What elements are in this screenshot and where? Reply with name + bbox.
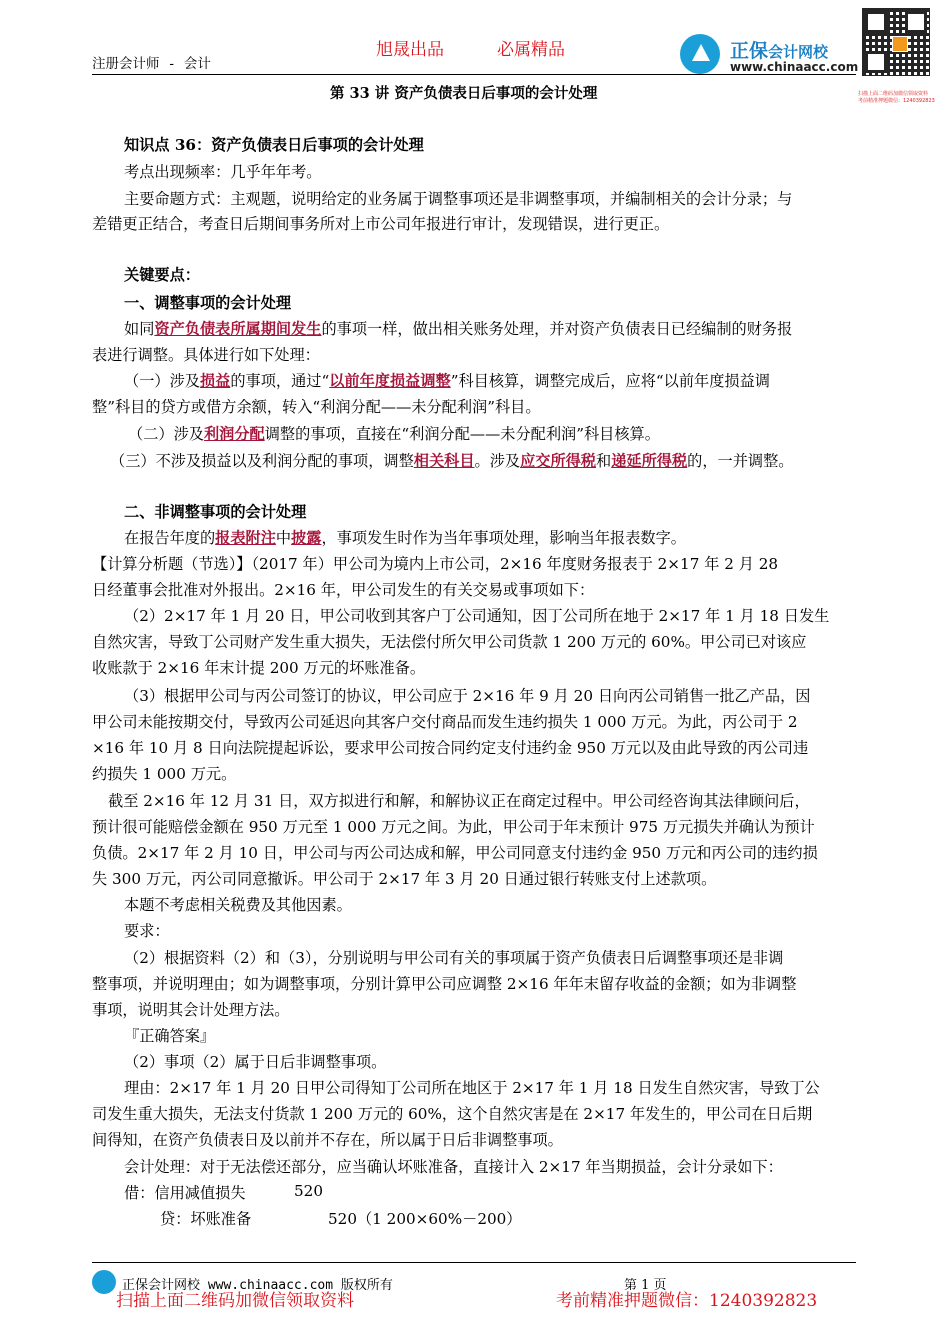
chinaacc-logo-icon	[680, 34, 720, 74]
reason-line-2: 司发生重大损失，无法支付货款 1 200 万元的 60%，这个自然灾害是在 2×17 年发生的，甲公司在日后期	[92, 1105, 813, 1123]
case-item-2-line-2: 自然灾害，导致丁公司财产发生重大损失，无法偿付所欠甲公司货款 1 200 万元的 60%。甲公司已对该应	[92, 633, 807, 651]
case-followup-line-1: 截至 2×16 年 12 月 31 日，双方拟进行和解，和解协议正在商定过程中。甲公司经咨询其法律顾问后，	[108, 792, 810, 810]
exam-mode-line-2: 差错更正结合，考查日后期间事务所对上市公司年报进行审计，发现错误，进行更正。	[92, 215, 670, 233]
qr-center-logo-icon	[892, 36, 908, 52]
footer-promo-right: 考前精准押题微信：1240392823	[556, 1291, 818, 1311]
knowledge-point-title: 知识点 36：资产负债表日后事项的会计处理	[124, 136, 424, 154]
footer-copyright: 正保会计网校 www.chinaacc.com 版权所有	[122, 1278, 393, 1293]
section-2-paragraph: 在报告年度的报表附注中披露，事项发生时作为当年事项处理，影响当年报表数字。	[124, 529, 686, 547]
section-1-title: 一、调整事项的会计处理	[124, 294, 292, 312]
case-item-2-line-1: （2）2×17 年 1 月 20 日，甲公司收到其客户丁公司通知，因丁公司所在地于 2×17 年 1 月 18 日发生	[124, 607, 830, 625]
footer-divider	[92, 1262, 856, 1263]
key-points-heading: 关键要点：	[124, 266, 200, 284]
journal-debit-account: 借：信用减值损失	[124, 1184, 246, 1202]
answer-heading: 『正确答案』	[124, 1027, 216, 1045]
header-divider	[92, 74, 856, 75]
case-item-3-line-2: 甲公司未能按期交付，导致丙公司延迟向其客户交付商品而发生违约损失 1 000 万元。为此，丙公司于 2	[92, 713, 798, 731]
journal-debit-amount: 520	[294, 1182, 323, 1200]
qr-caption-2: 考前精准押题微信：1240392823	[858, 98, 935, 104]
case-line-2: 日经董事会批准对外报出。2×16 年，甲公司发生的有关交易或事项如下：	[92, 581, 595, 599]
item-2-line: （二）涉及利润分配调整的事项，直接在“利润分配——未分配利润”科目核算。	[128, 425, 660, 443]
footer-page-number: 第 1 页	[624, 1278, 667, 1293]
header-course-label: 注册会计师 - 会计	[92, 56, 211, 72]
requirement-line-3: 事项，说明其会计处理方法。	[92, 1001, 290, 1019]
logo-name: 正保会计网校	[730, 40, 829, 62]
qr-caption-1: 扫描上面二维码加微信领取资料	[858, 91, 929, 97]
footer-promo-left: 扫描上面二维码加微信领取资料	[116, 1291, 354, 1311]
case-followup-line-2: 预计很可能赔偿金额在 950 万元至 1 000 万元之间。为此，甲公司于年末预计 975 万元损失并确认为预计	[92, 818, 815, 836]
logo-url: www.chinaacc.com	[730, 60, 859, 74]
section-2-title: 二、非调整事项的会计处理	[124, 503, 307, 521]
case-followup-line-4: 失 300 万元，丙公司同意撤诉。甲公司于 2×17 年 3 月 20 日通过银行转账支付上述款项。	[92, 870, 717, 888]
requirement-heading: 要求：	[124, 922, 170, 940]
footer-logo-icon	[92, 1270, 116, 1294]
case-line-1: 【计算分析题（节选）】（2017 年）甲公司为境内上市公司，2×16 年度财务报表于 2×17 年 2 月 28	[92, 555, 779, 573]
lecture-title: 第 33 讲 资产负债表日后事项的会计处理	[330, 85, 598, 102]
header-slogan-1: 旭晟出品	[376, 40, 444, 60]
requirement-line-2: 整事项，并说明理由；如为调整事项，分别计算甲公司应调整 2×16 年年末留存收益的金额；如为非调整	[92, 975, 797, 993]
section-1-paragraph-line-2: 表进行调整。具体进行如下处理：	[92, 346, 320, 364]
exam-mode-line-1: 主要命题方式：主观题，说明给定的业务属于调整事项还是非调整事项，并编制相关的会计分录；与	[124, 190, 793, 208]
requirement-line-1: （2）根据资料（2）和（3），分别说明与甲公司有关的事项属于资产负债表日后调整事项还是非调	[124, 949, 784, 967]
journal-credit-account: 贷：坏账准备	[160, 1210, 252, 1228]
journal-credit-amount: 520（1 200×60%－200）	[328, 1210, 522, 1228]
header-slogan-2: 必属精品	[497, 40, 565, 60]
item-3-line: （三）不涉及损益以及利润分配的事项，调整相关科目。涉及应交所得税和递延所得税的，一并调整。	[110, 452, 794, 470]
tax-note: 本题不考虑相关税费及其他因素。	[124, 896, 352, 914]
frequency-text: 考点出现频率：几乎年年考。	[124, 163, 322, 181]
answer-line-1: （2）事项（2）属于日后非调整事项。	[124, 1053, 387, 1071]
case-item-3-line-4: 约损失 1 000 万元。	[92, 765, 237, 783]
accounting-treatment: 会计处理：对于无法偿还部分，应当确认坏账准备，直接计入 2×17 年当期损益，会计分录如下：	[124, 1158, 783, 1176]
item-1-line-2: 整”科目的贷方或借方余额，转入“利润分配——未分配利润”科目。	[92, 398, 541, 416]
reason-line-1: 理由：2×17 年 1 月 20 日甲公司得知丁公司所在地区于 2×17 年 1 月 18 日发生自然灾害，导致丁公	[124, 1079, 820, 1097]
case-item-2-line-3: 收账款于 2×16 年末计提 200 万元的坏账准备。	[92, 659, 426, 677]
case-followup-line-3: 负债。2×17 年 2 月 10 日，甲公司与丙公司达成和解，甲公司同意支付违约金 950 万元和丙公司的违约损	[92, 844, 818, 862]
case-item-3-line-1: （3）根据甲公司与丙公司签订的协议，甲公司应于 2×16 年 9 月 20 日向丙公司销售一批乙产品，因	[124, 687, 811, 705]
item-1-line-1: （一）涉及损益的事项，通过“以前年度损益调整”科目核算，调整完成后，应将“以前年度损益调	[124, 372, 770, 390]
case-item-3-line-3: ×16 年 10 月 8 日向法院提起诉讼，要求甲公司按合同约定支付违约金 950 万元以及由此导致的丙公司违	[92, 739, 809, 757]
reason-line-3: 间得知，在资产负债表日及以前并不存在，所以属于日后非调整事项。	[92, 1131, 563, 1149]
section-1-paragraph-line-1: 如同资产负债表所属期间发生的事项一样，做出相关账务处理，并对资产负债表日已经编制的财务报	[124, 320, 793, 338]
